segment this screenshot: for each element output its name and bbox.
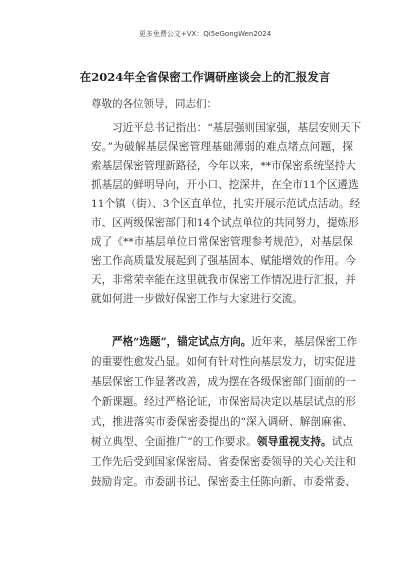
- paragraph-2-text: 树立典型、全面推广”的工作要求。: [91, 436, 257, 448]
- paragraph-1-line: 密工作高质量发展起到了强基固本、赋能增效的作用。今: [91, 255, 356, 267]
- greeting: 尊敬的各位领导，同志们：: [91, 98, 217, 110]
- paragraph-2-line: 式，推进落实市委保密委提出的“深入调研、解剖麻雀、: [91, 416, 353, 428]
- paragraph-2-line: 个新课题。经过严格论证，市保密局决定以基层试点的形: [91, 396, 356, 408]
- paragraph-1-line: 习近平总书记指出：“基层强则国家强，基层安则天下: [112, 122, 362, 134]
- section-heading-bold: 严格“选题”，锚定试点方向。: [112, 336, 252, 348]
- paragraph-1-line: 抓基层的鲜明导向，开小口、挖深井，在全市11个区遴选: [91, 179, 359, 191]
- paragraph-2-line: 鼓励肯定。市委副书记、保密委主任陈向新、市委常委、: [91, 476, 356, 488]
- paragraph-2-line: [112, 336, 358, 349]
- paragraph-1-line: 11个镇（街）、3个区直单位，扎实开展示范试点活动。经: [91, 198, 361, 210]
- page-header-note: 更多免费公文+VX：Qi5eGongWen2024: [138, 30, 272, 38]
- paragraph-1-line: 索基层保密管理新路径，今年以来，**市保密系统坚持大: [91, 160, 356, 172]
- paragraph-1-line: 成了《**市基层单位日常保密管理参考规范》，对基层保: [91, 236, 353, 248]
- paragraph-2-line: [91, 436, 353, 449]
- paragraph-2-line: 基层保密工作显著改善，成为摆在各级保密部门面前的一: [91, 376, 356, 388]
- section-heading-bold: 领导重视支持。: [256, 436, 332, 448]
- paragraph-1-line: 就如何进一步做好保密工作与大家进行交流。: [91, 293, 303, 305]
- paragraph-1-line: 安。”为破解基层保密管理基础薄弱的难点堵点问题，探: [91, 141, 353, 153]
- paragraph-2-text: 近年来，基层保密工作: [251, 336, 358, 348]
- paragraph-2-line: 的重要性愈发凸显。如何有针对性向基层发力，切实促进: [91, 356, 356, 368]
- document-title: 在2024年全省保密工作调研座谈会上的汇报发言: [79, 70, 331, 84]
- paragraph-1-line: 市、区两级保密部门和14个试点单位的共同努力，提炼形: [91, 217, 359, 229]
- paragraph-1-line: 天，非常荣幸能在这里就我市保密工作情况进行汇报，并: [91, 274, 356, 286]
- paragraph-2-line: 工作先后受到国家保密局、省委保密委领导的关心关注和: [91, 456, 356, 468]
- paragraph-2-text: 试点: [331, 436, 354, 448]
